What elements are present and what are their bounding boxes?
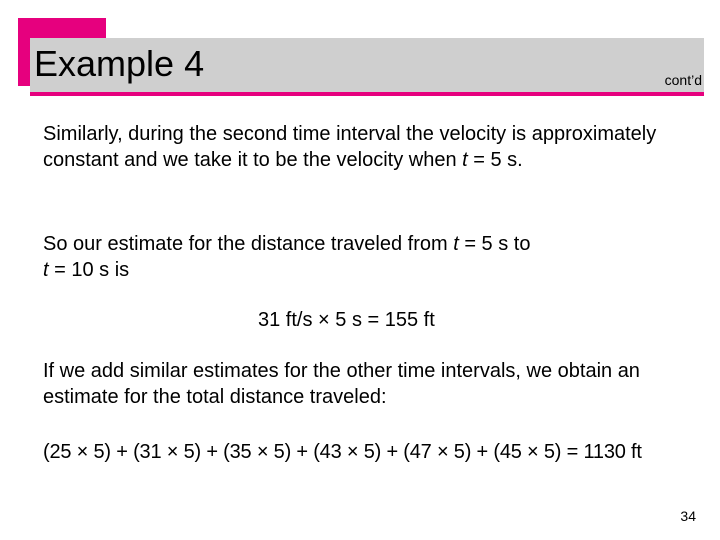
paragraph-3: If we add similar estimates for the other time intervals, we obtain an estimate for the total distance traveled: [43,360,640,408]
paragraph-2 [43,231,663,283]
paragraph-1-end: = 5 s. [467,149,523,171]
variable-t: t [43,259,49,281]
variable-t: t [453,233,459,255]
title-divider [30,92,704,96]
paragraph-2-middle: = 5 s to [458,233,531,255]
paragraph-2-end: = 10 s is [48,259,130,281]
paragraph-1-text: Similarly, during the second time interval the velocity is approximately constant and we take it to be the velocity when [43,123,657,171]
paragraph-1 [43,121,663,173]
slide-title: Example 4 [34,43,205,84]
variable-t: t [462,149,468,171]
continued-label: cont’d [664,72,702,88]
equation-distance: 31 ft/s × 5 s = 155 ft [258,309,435,331]
equation-total: (25 × 5) + (31 × 5) + (35 × 5) + (43 × 5) + (47 × 5) + (45 × 5) = 1130 ft [43,441,642,463]
page-number: 34 [680,508,696,524]
paragraph-2-text: So our estimate for the distance traveled from [43,233,454,255]
